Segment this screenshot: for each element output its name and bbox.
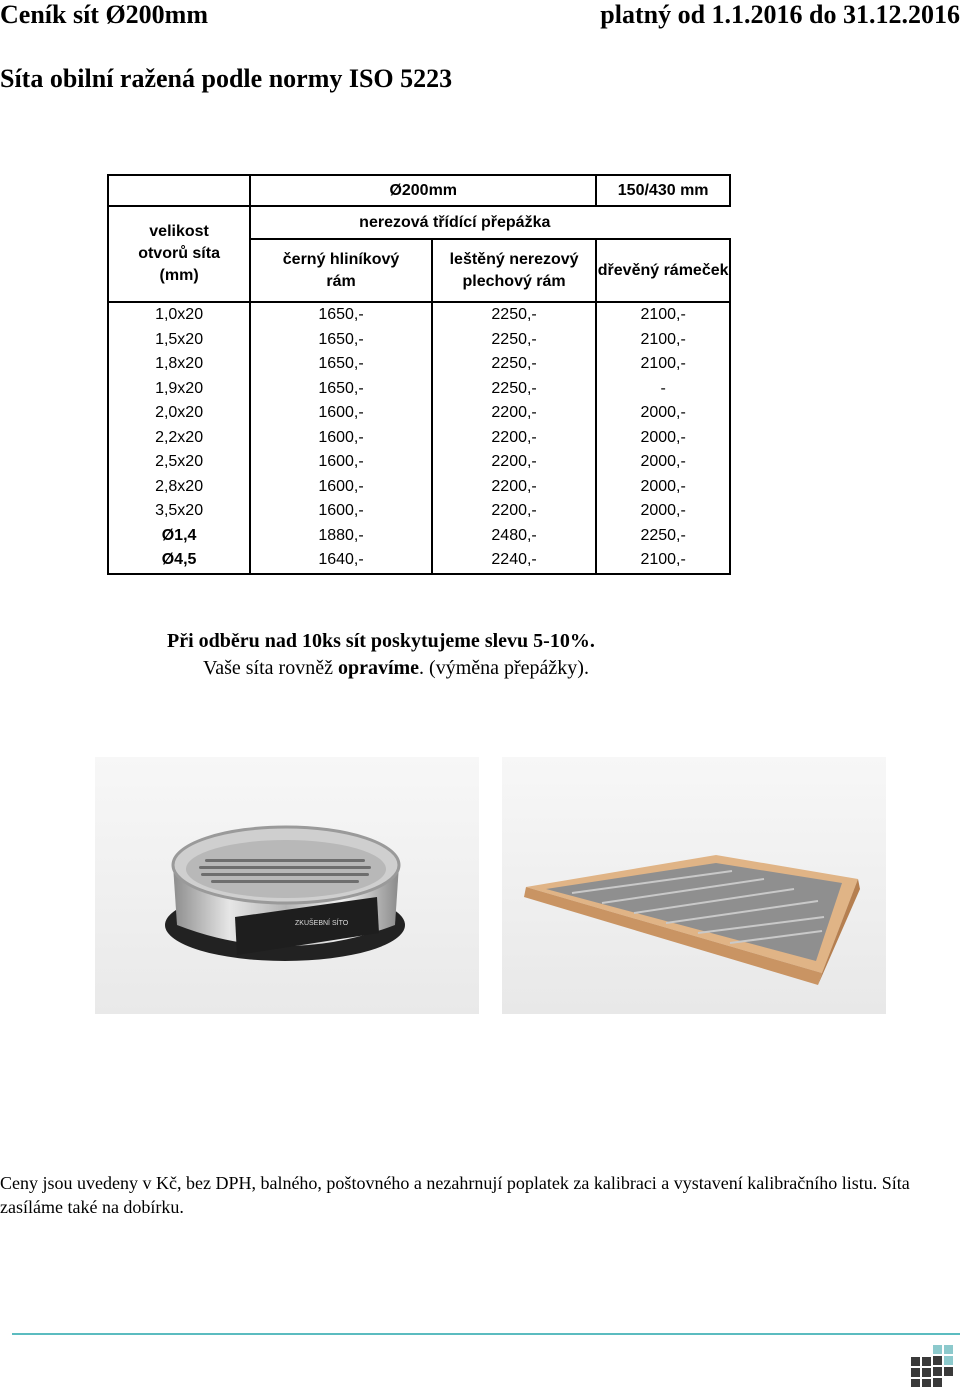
wood-frame-price: 2100,- — [596, 548, 730, 574]
table-row — [108, 499, 730, 524]
black-frame-price: 1600,- — [250, 401, 432, 426]
round-sieve-image — [95, 757, 479, 1014]
polished-frame-price: 2250,- — [432, 328, 596, 353]
size-cell: 1,5x20 — [108, 328, 250, 353]
black-frame-price: 1650,- — [250, 328, 432, 353]
round-sieve-plate-text: ZKUŠEBNÍ SÍTO — [295, 920, 349, 927]
col-header-black-frame: černý hliníkový rám — [250, 239, 432, 302]
size-cell: 2,0x20 — [108, 401, 250, 426]
table-row — [108, 524, 730, 549]
page-title: Ceník sít Ø200mm — [0, 0, 208, 29]
size-cell: 1,9x20 — [108, 377, 250, 402]
footer-note: Ceny jsou uvedeny v Kč, bez DPH, balného, poštovného a nezahrnují poplatek za kalibraci a vystavení kalibračního listu. Síta zasíláme také na dobírku. — [0, 1173, 910, 1217]
polished-frame-price: 2250,- — [432, 352, 596, 377]
wood-frame-price: 2100,- — [596, 352, 730, 377]
wood-frame-price: 2100,- — [596, 328, 730, 353]
validity-period: platný od 1.1.2016 do 31.12.2016 — [600, 0, 960, 29]
table-row — [108, 548, 730, 574]
black-frame-price: 1600,- — [250, 475, 432, 500]
polished-frame-price: 2200,- — [432, 475, 596, 500]
price-table — [107, 174, 731, 575]
table-row — [108, 450, 730, 475]
partition-header: nerezová třídící přepážka — [250, 206, 730, 239]
repair-note — [203, 657, 589, 680]
black-frame-price: 1600,- — [250, 426, 432, 451]
company-logo-icon — [911, 1345, 953, 1387]
black-frame-price: 1880,- — [250, 524, 432, 549]
polished-frame-price: 2200,- — [432, 401, 596, 426]
polished-frame-price: 2240,- — [432, 548, 596, 574]
polished-frame-price: 2200,- — [432, 450, 596, 475]
polished-frame-price: 2250,- — [432, 377, 596, 402]
wooden-sieve-image — [502, 757, 886, 1014]
wooden-sieve-photo — [502, 757, 886, 1014]
repair-note-pre: Vaše síta rovněž — [203, 657, 333, 679]
black-frame-price: 1650,- — [250, 302, 432, 328]
wood-frame-price: 2100,- — [596, 302, 730, 328]
table-corner-cell — [108, 175, 250, 206]
polished-frame-price: 2480,- — [432, 524, 596, 549]
repair-note-post: . (výměna přepážky). — [419, 657, 589, 679]
table-row — [108, 426, 730, 451]
black-frame-price: 1600,- — [250, 450, 432, 475]
wood-frame-price: 2000,- — [596, 450, 730, 475]
group-header-150: 150/430 mm — [596, 175, 730, 206]
size-cell: 2,5x20 — [108, 450, 250, 475]
wood-frame-price: 2000,- — [596, 401, 730, 426]
size-cell: Ø4,5 — [108, 548, 250, 574]
table-row — [108, 401, 730, 426]
size-cell: 2,8x20 — [108, 475, 250, 500]
wood-frame-price: 2000,- — [596, 475, 730, 500]
table-row — [108, 377, 730, 402]
size-cell: 2,2x20 — [108, 426, 250, 451]
black-frame-price: 1650,- — [250, 377, 432, 402]
black-frame-price: 1600,- — [250, 499, 432, 524]
table-row — [108, 475, 730, 500]
col-header-wood-frame: dřevěný rámeček — [596, 239, 730, 302]
price-rows — [108, 302, 730, 574]
table-row — [108, 328, 730, 353]
table-row — [108, 302, 730, 328]
table-row — [108, 352, 730, 377]
size-cell: 3,5x20 — [108, 499, 250, 524]
discount-note: Při odběru nad 10ks sít poskytujeme slevu 5-10%. — [167, 630, 595, 652]
round-sieve-photo — [95, 757, 479, 1014]
size-cell: 1,0x20 — [108, 302, 250, 328]
size-cell: 1,8x20 — [108, 352, 250, 377]
footer-rule — [12, 1333, 960, 1335]
group-header-200: Ø200mm — [250, 175, 596, 206]
black-frame-price: 1650,- — [250, 352, 432, 377]
wood-frame-price: 2000,- — [596, 426, 730, 451]
wood-frame-price: 2000,- — [596, 499, 730, 524]
col-header-polished-frame: leštěný nerezový plechový rám — [432, 239, 596, 302]
page-subtitle: Síta obilní ražená podle normy ISO 5223 — [0, 64, 453, 93]
polished-frame-price: 2200,- — [432, 499, 596, 524]
wood-frame-price: - — [596, 377, 730, 402]
wood-frame-price: 2250,- — [596, 524, 730, 549]
repair-note-bold: opravíme — [337, 657, 420, 679]
polished-frame-price: 2250,- — [432, 302, 596, 328]
polished-frame-price: 2200,- — [432, 426, 596, 451]
col-header-size: velikost otvorů síta (mm) — [108, 206, 250, 302]
black-frame-price: 1640,- — [250, 548, 432, 574]
size-cell: Ø1,4 — [108, 524, 250, 549]
